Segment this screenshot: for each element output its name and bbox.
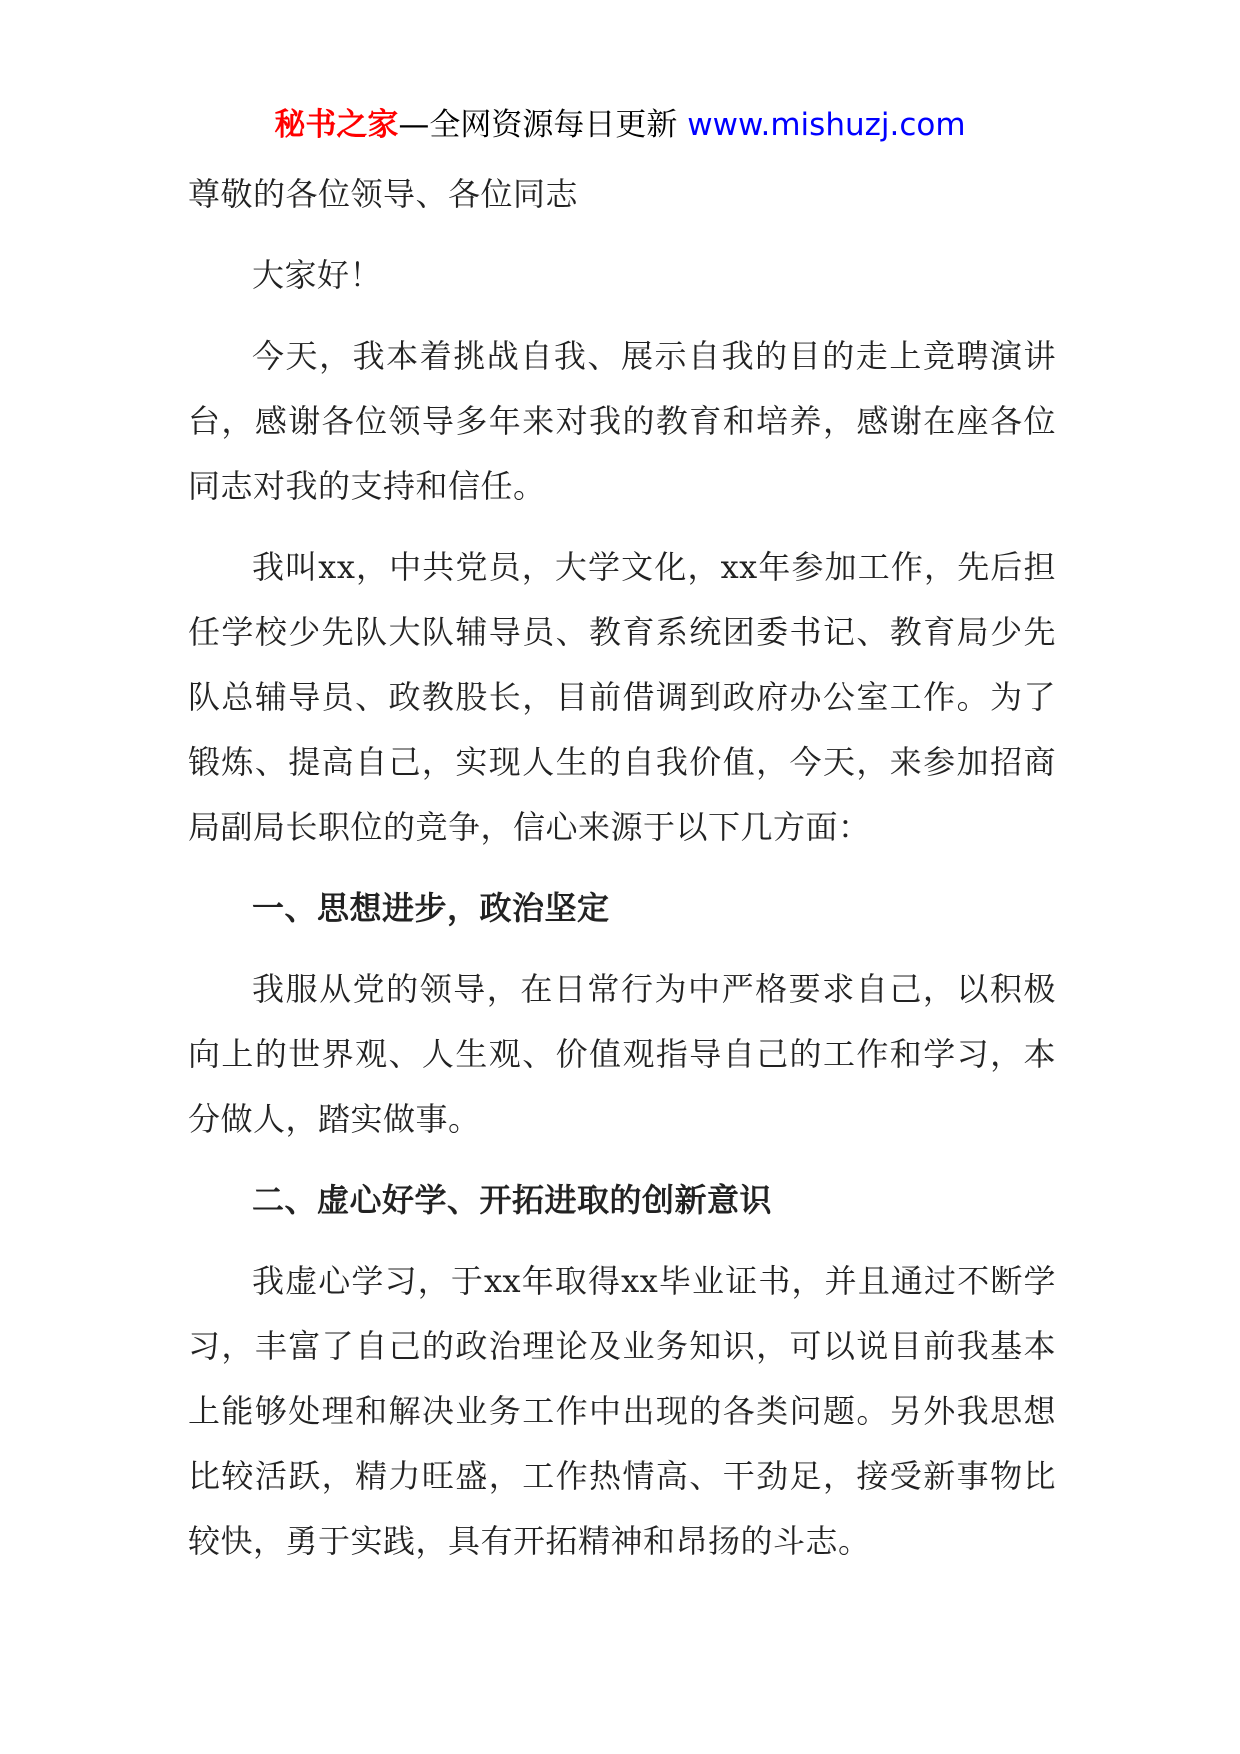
greeting: 大家好！ bbox=[252, 256, 383, 294]
document-body bbox=[188, 162, 1056, 1574]
banner-tagline: —全网资源每日更新 bbox=[398, 107, 688, 143]
site-banner bbox=[0, 100, 1240, 150]
brand-name: 秘书之家 bbox=[274, 107, 399, 143]
section-heading-2: 二、虚心好学、开拓进取的创新意识 bbox=[252, 1181, 773, 1219]
salutation: 尊敬的各位领导、各位同志 bbox=[188, 175, 579, 213]
paragraph-intro: 今天，我本着挑战自我、展示自我的目的走上竞聘演讲台，感谢各位领导多年来对我的教育和培养，感谢在座各位同志对我的支持和信任。 bbox=[188, 337, 1056, 505]
paragraph-learning: 我虚心学习，于xx年取得xx毕业证书，并且通过不断学习，丰富了自己的政治理论及业务知识，可以说目前我基本上能够处理和解决业务工作中出现的各类问题。另外我思想比较活跃，精力旺盛，工作热情高、干劲足，接受新事物比较快，勇于实践，具有开拓精神和昂扬的斗志。 bbox=[188, 1262, 1056, 1560]
paragraph-ideology: 我服从党的领导，在日常行为中严格要求自己，以积极向上的世界观、人生观、价值观指导自己的工作和学习，本分做人，踏实做事。 bbox=[188, 970, 1056, 1138]
paragraph-background: 我叫xx，中共党员，大学文化，xx年参加工作，先后担任学校少先队大队辅导员、教育系统团委书记、教育局少先队总辅导员、政教股长，目前借调到政府办公室工作。为了锻炼、提高自己，实现人生的自我价值，今天，来参加招商局副局长职位的竞争，信心来源于以下几方面： bbox=[188, 548, 1056, 846]
section-heading-1: 一、思想进步，政治坚定 bbox=[252, 889, 610, 927]
site-url-link[interactable]: www.mishuzj.com bbox=[687, 107, 966, 143]
